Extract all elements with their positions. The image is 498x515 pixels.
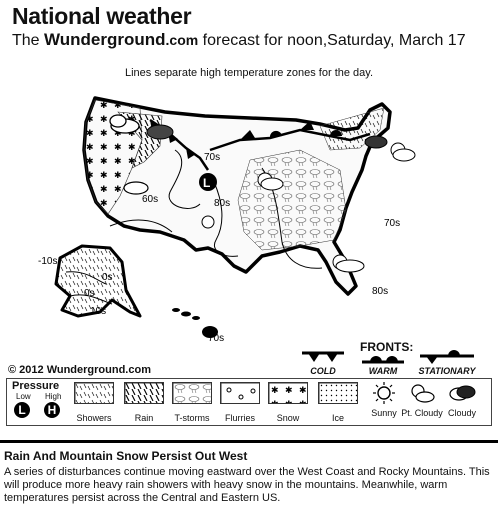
map-note: Lines separate high temperature zones for the day. xyxy=(124,67,374,79)
cloud-icon xyxy=(147,125,173,139)
cloud-icon xyxy=(124,182,148,194)
partly-cloudy-icon xyxy=(333,255,364,272)
brand-name: Wunderground xyxy=(44,30,166,49)
story-section xyxy=(0,440,498,515)
tstorm-pattern-icon xyxy=(172,382,212,404)
zone-label: 80s xyxy=(214,198,231,209)
legend-item-tstorms xyxy=(170,382,214,423)
legend-label: Flurries xyxy=(224,413,255,423)
partly-cloudy-icon xyxy=(408,382,436,404)
zone-label: 70s xyxy=(204,152,221,163)
legend-label: Pt. Cloudy xyxy=(401,408,443,418)
legend-label: Sunny xyxy=(371,408,397,418)
legend-item-flurries xyxy=(218,382,262,423)
low-pressure-icon: L xyxy=(14,402,30,418)
stationary-front-label: STATIONARY xyxy=(418,366,476,376)
legend-label: Rain xyxy=(134,413,154,423)
story-headline: Rain And Mountain Snow Persist Out West xyxy=(4,449,248,463)
zone-label: -10s xyxy=(38,256,58,267)
legend-item-rain xyxy=(122,382,166,423)
cold-front-label: COLD xyxy=(310,366,336,376)
cold-front-symbol xyxy=(300,350,346,364)
low-label: Low xyxy=(16,392,31,401)
high-label: High xyxy=(45,392,62,401)
showers-pattern-icon xyxy=(74,382,114,404)
zone-label: 0s xyxy=(84,288,95,299)
zone-label: 60s xyxy=(142,194,159,205)
legend-item-showers xyxy=(72,382,116,423)
legend-item-partly-cloudy xyxy=(400,382,444,418)
zone-label: 80s xyxy=(372,286,389,297)
ice-pattern-icon xyxy=(318,382,358,404)
legend-item-cloudy xyxy=(440,382,484,418)
fronts-label: FRONTS: xyxy=(360,340,414,354)
legend-item-snow xyxy=(266,382,310,423)
page-title: National weather xyxy=(12,3,192,29)
warm-front-label: WARM xyxy=(368,366,398,376)
pressure-label: Pressure xyxy=(12,380,60,392)
legend-label: Showers xyxy=(76,413,112,423)
central-tstorm-region xyxy=(238,150,346,250)
snow-pattern-icon xyxy=(268,382,308,404)
warm-front-symbol xyxy=(360,350,406,364)
low-pressure-label: L xyxy=(203,176,211,190)
subtitle-prefix: The xyxy=(12,32,45,49)
partly-cloudy-icon xyxy=(391,143,415,161)
zone-label: 0s xyxy=(102,272,113,283)
legend-item-ice xyxy=(316,382,360,423)
subtitle-rest: forecast for noon,Saturday, March 17 xyxy=(198,32,466,49)
legend-label: Cloudy xyxy=(447,408,476,418)
legend-label: T-storms xyxy=(174,413,210,423)
weather-map xyxy=(0,80,498,360)
zone-label: 70s xyxy=(208,333,225,344)
legend-label: Ice xyxy=(331,413,344,423)
flurries-pattern-icon xyxy=(220,382,260,404)
brand-tld: .com xyxy=(165,32,199,48)
zone-label: 70s xyxy=(384,218,401,229)
cloud-icon xyxy=(365,136,387,148)
cloud-icon xyxy=(447,382,477,404)
zone-label: 10s xyxy=(90,306,107,317)
high-pressure-icon: H xyxy=(44,402,60,418)
page-subtitle xyxy=(12,30,466,50)
stationary-front-symbol xyxy=(418,348,476,366)
sun-icon xyxy=(372,382,396,404)
sun-icon xyxy=(202,216,214,228)
legend-label: Snow xyxy=(276,413,300,423)
story-body: A series of disturbances continue moving eastward over the West Coast and Rocky Mountains. This will produce more heavy rain showers with heavy snow in the mountains. Meanwhile, warm temperatures persist across the Central and Eastern US. xyxy=(4,466,490,504)
rain-pattern-icon xyxy=(124,382,164,404)
copyright: © 2012 Wunderground.com xyxy=(8,364,151,376)
